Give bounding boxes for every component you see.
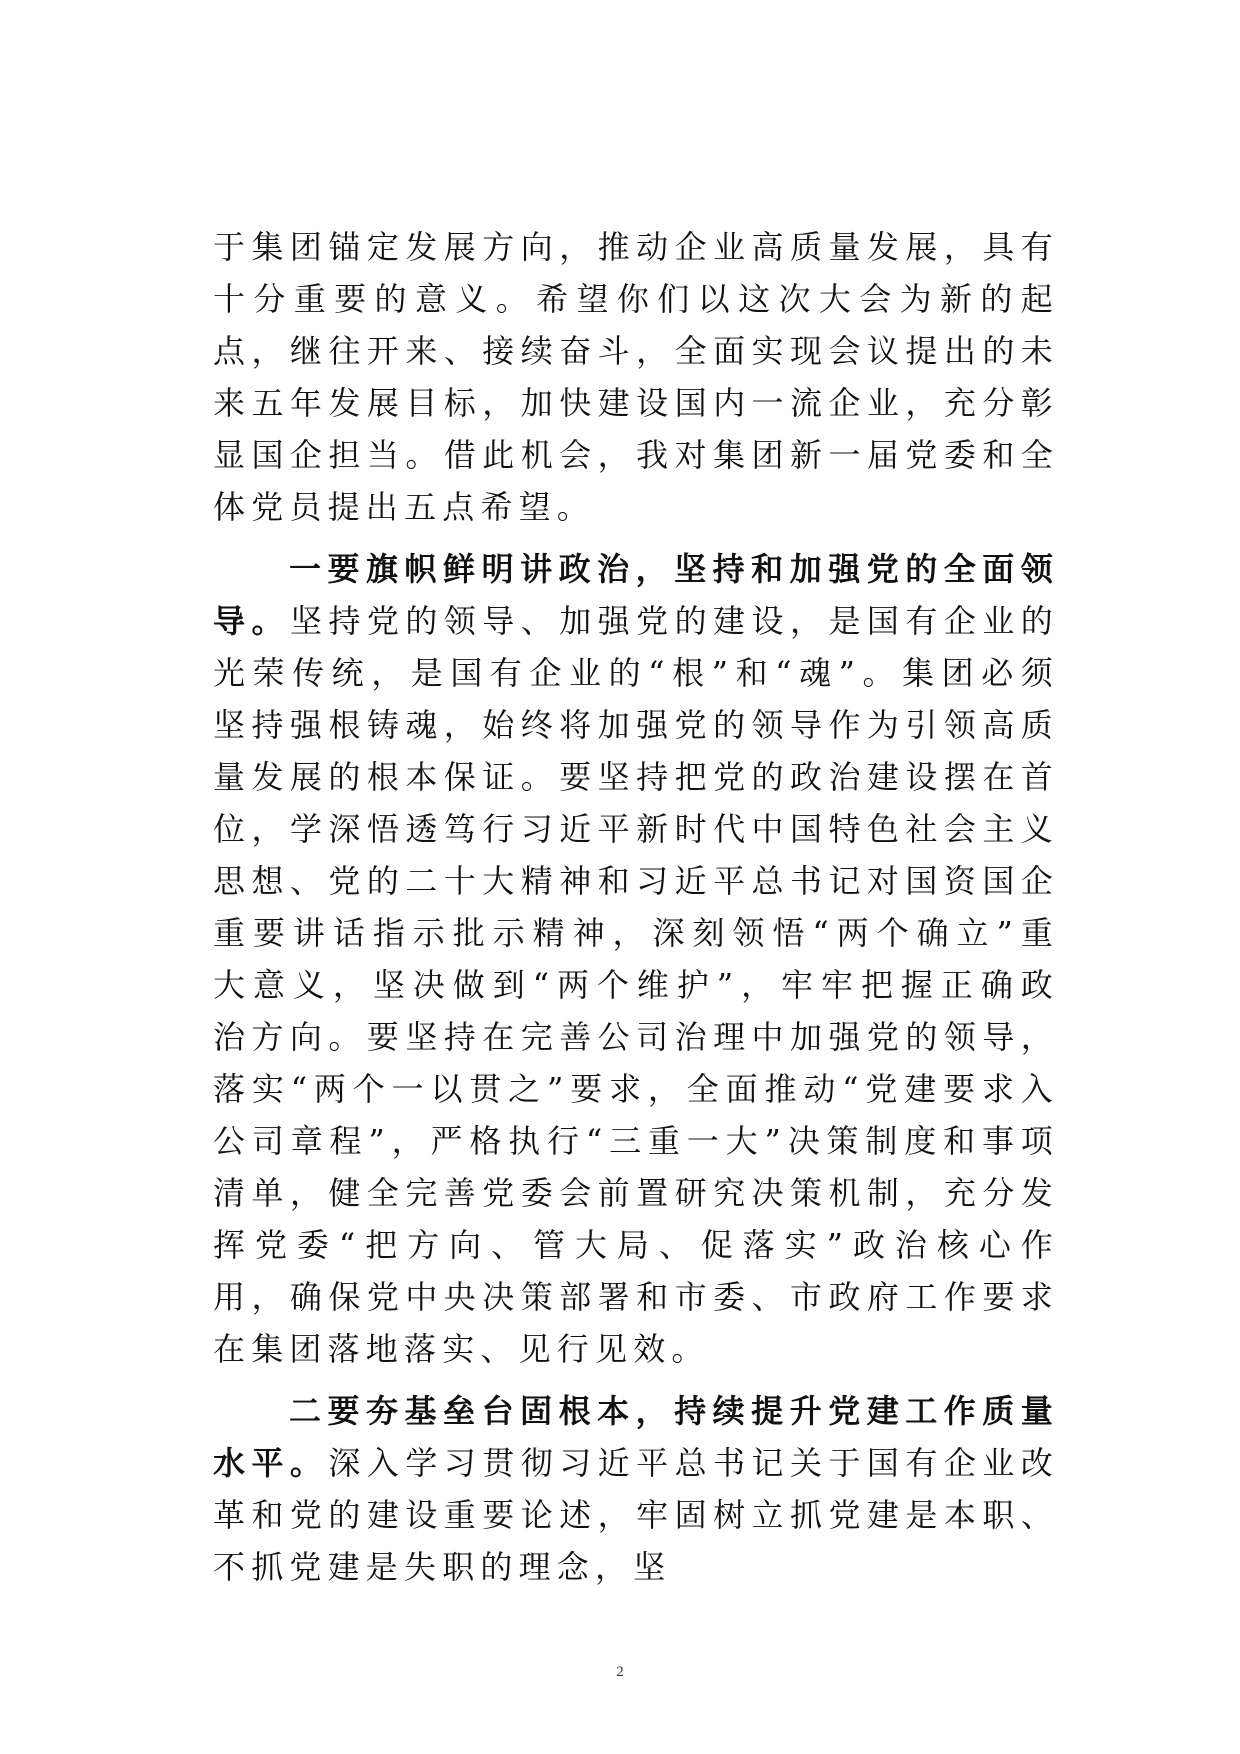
paragraph-point-one-text: 坚持党的领导、加强党的建设，是国有企业的光荣传统，是国有企业的“根”和“魂”。集团必须坚持强根铸魂，始终将加强党的领导作为引领高质量发展的根本保证。要坚持把党的政治建设摆在首位，学深悟透笃行习近平新时代中国特色社会主义思想、党的二十大精神和习近平总书记对国资国企重要讲话指示批示精神，深刻领悟“两个确立”重大意义，坚决做到“两个维护”，牢牢把握正确政治方向。要坚持在完善公司治理中加强党的领导，落实“两个一以贯之”要求，全面推动“党建要求入公司章程”，严格执行“三重一大”决策制度和事项清单，健全完善党委会前置研究决策机制，充分发挥党委“把方向、管大局、促落实”政治核心作用，确保党中央决策部署和市委、市政府工作要求在集团落地落实、见行见效。 [213,602,1059,1368]
paragraph-point-two-text: 深入学习贯彻习近平总书记关于国有企业改革和党的建设重要论述，牢固树立抓党建是本职、不抓党建是失职的理念，坚 [213,1444,1059,1586]
paragraph-point-two [213,1385,1059,1593]
paragraph-point-one [213,543,1059,1375]
document-body [213,221,1059,1603]
paragraph-intro [213,221,1059,533]
paragraph-point-one-heading: 一要旗帜鲜明讲政治，坚持和加强党的全面领导。 [213,550,1059,640]
page-number: 2 [616,1664,624,1680]
paragraph-point-two-heading: 二要夯基垒台固根本，持续提升党建工作质量水平。 [213,1392,1059,1482]
paragraph-intro-text: 于集团锚定发展方向，推动企业高质量发展，具有十分重要的意义。希望你们以这次大会为新的起点，继往开来、接续奋斗，全面实现会议提出的未来五年发展目标，加快建设国内一流企业，充分彰显国企担当。借此机会，我对集团新一届党委和全体党员提出五点希望。 [213,228,1059,526]
